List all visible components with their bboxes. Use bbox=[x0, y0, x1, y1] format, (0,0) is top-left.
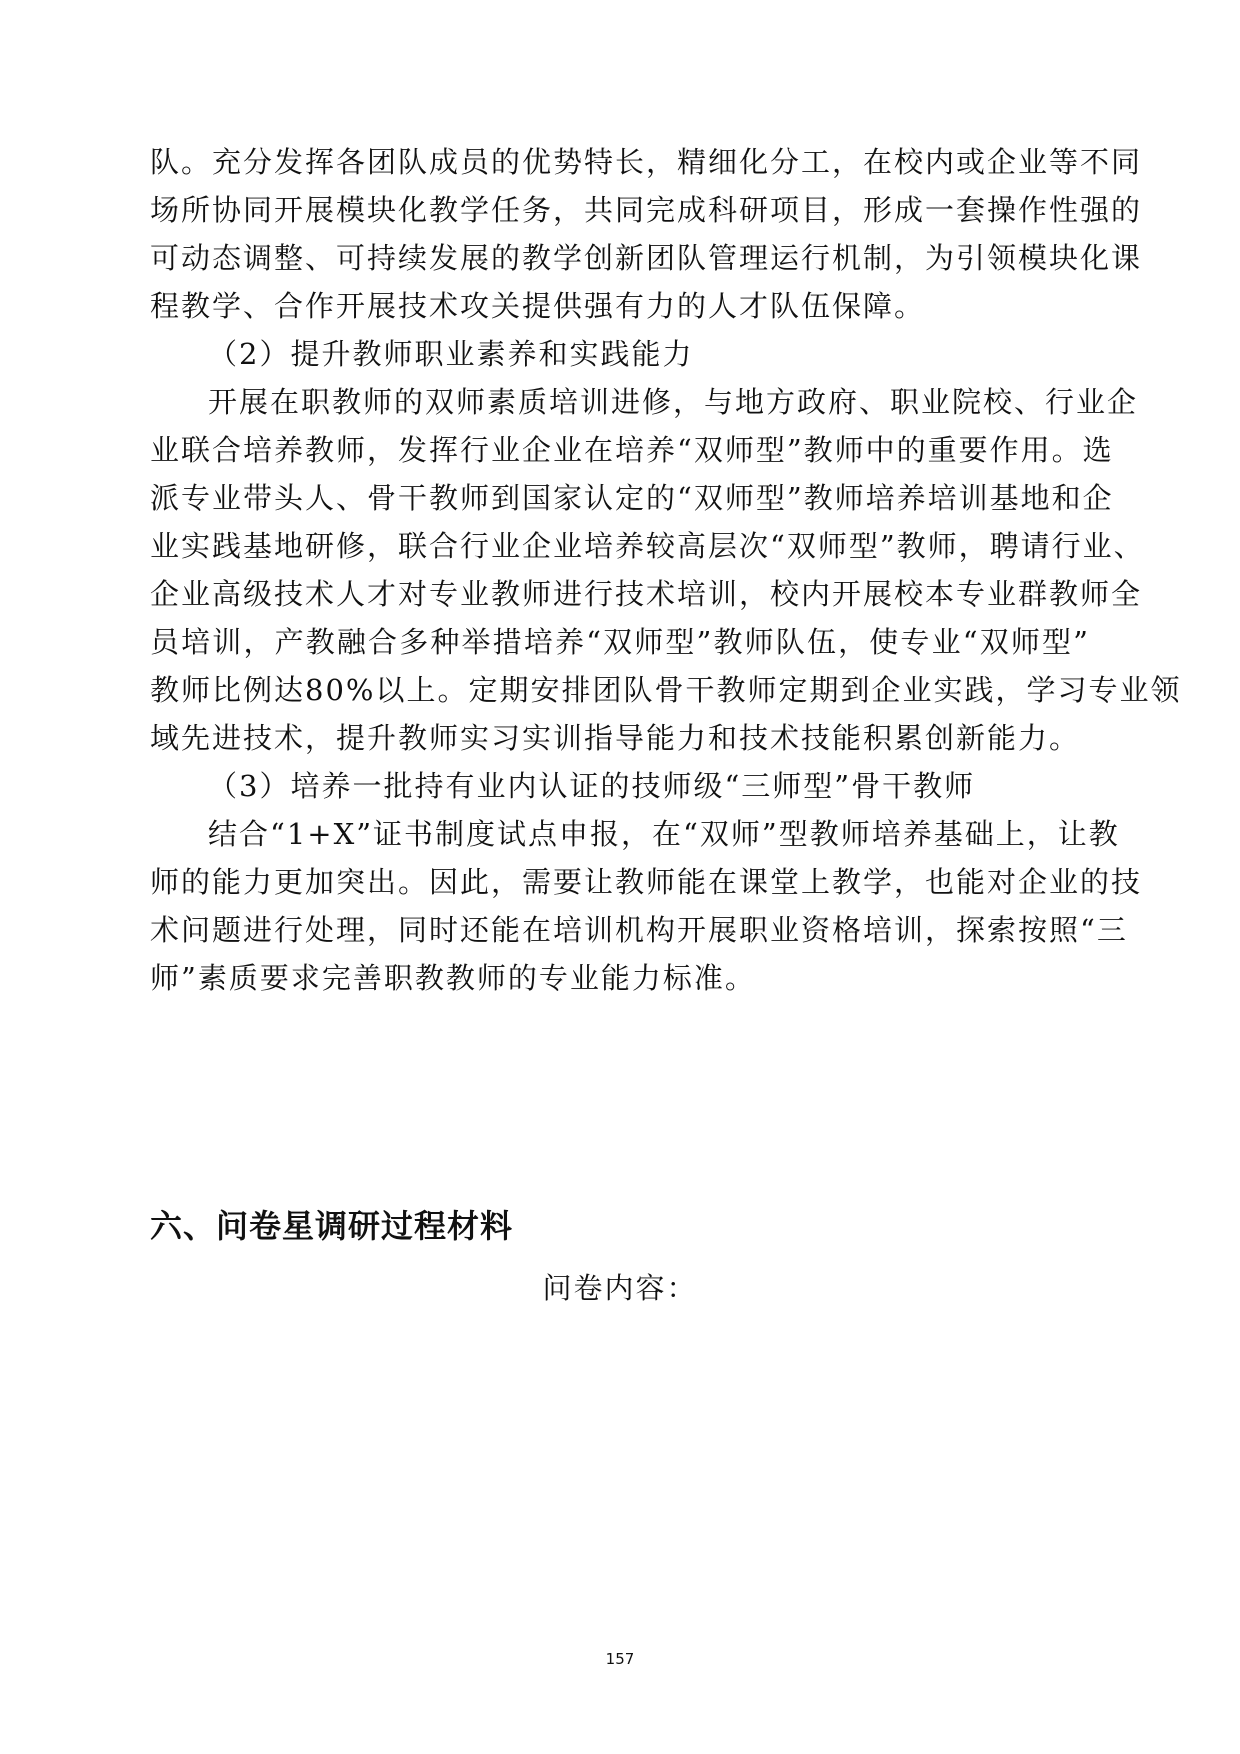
body-text-line: 师”素质要求完善职教教师的专业能力标准。 bbox=[150, 961, 756, 995]
body-text-line: 程教学、合作开展技术攻关提供强有力的人才队伍保障。 bbox=[150, 289, 926, 323]
body-text-line: 业联合培养教师，发挥行业企业在培养“双师型”教师中的重要作用。选 bbox=[150, 433, 1114, 467]
body-text-line: 业实践基地研修，联合行业企业培养较高层次“双师型”教师，聘请行业、 bbox=[150, 529, 1145, 563]
body-text-line: 开展在职教师的双师素质培训进修，与地方政府、职业院校、行业企 bbox=[208, 385, 1139, 419]
page-number: 157 bbox=[605, 1650, 635, 1668]
body-text-line: 结合“1+X”证书制度试点申报，在“双师”型教师培养基础上，让教 bbox=[208, 817, 1120, 851]
section-heading: 六、问卷星调研过程材料 bbox=[150, 1207, 514, 1245]
body-text-line: 术问题进行处理，同时还能在培训机构开展职业资格培训，探索按照“三 bbox=[150, 913, 1128, 947]
body-text-line: 派专业带头人、骨干教师到国家认定的“双师型”教师培养培训基地和企 bbox=[150, 481, 1114, 515]
body-text-line: 域先进技术，提升教师实习实训指导能力和技术技能积累创新能力。 bbox=[150, 721, 1081, 755]
body-text-line: 企业高级技术人才对专业教师进行技术培训，校内开展校本专业群教师全 bbox=[150, 577, 1143, 611]
body-text-line: 场所协同开展模块化教学任务，共同完成科研项目，形成一套操作性强的 bbox=[150, 193, 1143, 227]
body-text-line: 师的能力更加突出。因此，需要让教师能在课堂上教学，也能对企业的技 bbox=[150, 865, 1143, 899]
body-text-line: 员培训，产教融合多种举措培养“双师型”教师队伍，使专业“双师型” bbox=[150, 625, 1090, 659]
subsection-heading: （3）培养一批持有业内认证的技师级“三师型”骨干教师 bbox=[208, 769, 976, 803]
subsection-heading: （2）提升教师职业素养和实践能力 bbox=[208, 337, 694, 371]
body-text-line: 队。充分发挥各团队成员的优势特长，精细化分工，在校内或企业等不同 bbox=[150, 145, 1143, 179]
questionnaire-label: 问卷内容： bbox=[542, 1271, 698, 1305]
body-text-line: 可动态调整、可持续发展的教学创新团队管理运行机制，为引领模块化课 bbox=[150, 241, 1143, 275]
body-text-line: 教师比例达80%以上。定期安排团队骨干教师定期到企业实践，学习专业领 bbox=[150, 673, 1182, 707]
